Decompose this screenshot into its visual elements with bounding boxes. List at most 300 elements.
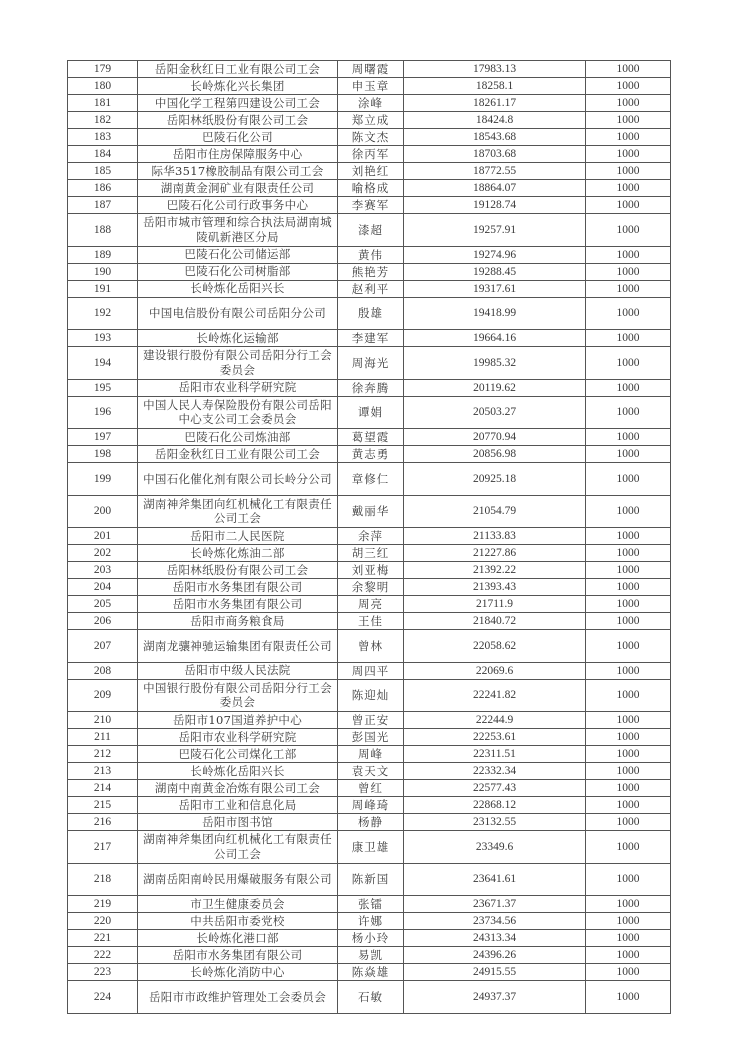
amount-cell: 22058.62 xyxy=(404,630,586,663)
person-name-cell: 余萍 xyxy=(338,528,404,545)
organization-text: 巴陵石化公司炼油部 xyxy=(184,429,291,444)
row-number-cell: 192 xyxy=(68,297,138,330)
amount-cell: 21840.72 xyxy=(404,613,586,630)
amount-cell: 18703.68 xyxy=(404,146,586,163)
amount-cell: 18258.1 xyxy=(404,78,586,95)
award-cell: 1000 xyxy=(586,712,671,729)
organization-cell xyxy=(138,814,338,831)
person-name-cell: 黄伟 xyxy=(338,246,404,263)
organization-text: 岳阳金秋红日工业有限公司工会 xyxy=(154,61,321,76)
amount-cell: 20503.27 xyxy=(404,396,586,429)
person-name-cell: 周海光 xyxy=(338,347,404,380)
row-number-cell: 201 xyxy=(68,528,138,545)
award-cell: 1000 xyxy=(586,95,671,112)
award-cell: 1000 xyxy=(586,129,671,146)
amount-cell: 22332.34 xyxy=(404,763,586,780)
award-cell: 1000 xyxy=(586,679,671,712)
organization-cell xyxy=(138,263,338,280)
organization-text: 岳阳市水务集团有限公司 xyxy=(172,947,303,962)
person-name-cell: 刘亚梅 xyxy=(338,562,404,579)
table-row xyxy=(68,61,671,78)
award-cell: 1000 xyxy=(586,61,671,78)
table-row xyxy=(68,562,671,579)
organization-text: 长岭炼化炼油二部 xyxy=(190,545,285,560)
row-number-cell: 224 xyxy=(68,981,138,1014)
organization-cell xyxy=(138,662,338,679)
table-row xyxy=(68,429,671,446)
organization-cell xyxy=(138,863,338,896)
amount-cell: 24396.26 xyxy=(404,947,586,964)
row-number-cell: 199 xyxy=(68,463,138,496)
row-number-cell: 181 xyxy=(68,95,138,112)
organization-cell xyxy=(138,180,338,197)
award-cell: 1000 xyxy=(586,214,671,247)
amount-cell: 21054.79 xyxy=(404,495,586,528)
organization-cell xyxy=(138,630,338,663)
person-name-cell: 喻格成 xyxy=(338,180,404,197)
organization-text: 巴陵石化公司煤化工部 xyxy=(178,746,297,761)
organization-text: 湖南中南黄金冶炼有限公司工会 xyxy=(154,780,321,795)
award-cell: 1000 xyxy=(586,964,671,981)
organization-text: 岳阳市水务集团有限公司 xyxy=(172,579,303,594)
organization-cell xyxy=(138,446,338,463)
amount-cell: 18543.68 xyxy=(404,129,586,146)
award-cell: 1000 xyxy=(586,780,671,797)
amount-cell: 17983.13 xyxy=(404,61,586,78)
organization-cell xyxy=(138,562,338,579)
award-cell: 1000 xyxy=(586,729,671,746)
table-row xyxy=(68,630,671,663)
organization-text: 中共岳阳市委党校 xyxy=(190,913,285,928)
row-number-cell: 179 xyxy=(68,61,138,78)
organization-cell xyxy=(138,679,338,712)
table-row xyxy=(68,780,671,797)
person-name-cell: 易凯 xyxy=(338,947,404,964)
amount-cell: 20856.98 xyxy=(404,446,586,463)
person-name-cell: 黄志勇 xyxy=(338,446,404,463)
award-cell: 1000 xyxy=(586,347,671,380)
row-number-cell: 197 xyxy=(68,429,138,446)
amount-cell: 19664.16 xyxy=(404,330,586,347)
amount-cell: 23671.37 xyxy=(404,896,586,913)
person-name-cell: 周峰 xyxy=(338,746,404,763)
person-name-cell: 周峰琦 xyxy=(338,797,404,814)
organization-cell xyxy=(138,347,338,380)
row-number-cell: 218 xyxy=(68,863,138,896)
organization-cell xyxy=(138,396,338,429)
amount-cell: 22241.82 xyxy=(404,679,586,712)
table-row xyxy=(68,831,671,864)
organization-cell xyxy=(138,763,338,780)
award-cell: 1000 xyxy=(586,78,671,95)
amount-cell: 22244.9 xyxy=(404,712,586,729)
organization-text: 长岭炼化港口部 xyxy=(196,930,279,945)
organization-cell xyxy=(138,280,338,297)
award-cell: 1000 xyxy=(586,746,671,763)
row-number-cell: 207 xyxy=(68,630,138,663)
award-cell: 1000 xyxy=(586,896,671,913)
table-row xyxy=(68,246,671,263)
person-name-cell: 章修仁 xyxy=(338,463,404,496)
organization-text: 岳阳市图书馆 xyxy=(202,814,273,829)
organization-text: 市卫生健康委员会 xyxy=(190,896,285,911)
row-number-cell: 186 xyxy=(68,180,138,197)
amount-cell: 18772.55 xyxy=(404,163,586,180)
organization-cell xyxy=(138,964,338,981)
award-cell: 1000 xyxy=(586,146,671,163)
organization-text: 岳阳市107国道养护中心 xyxy=(172,712,303,727)
table-row xyxy=(68,679,671,712)
amount-cell: 21133.83 xyxy=(404,528,586,545)
organization-text: 湖南岳阳南岭民用爆破服务有限公司 xyxy=(143,872,332,886)
row-number-cell: 222 xyxy=(68,947,138,964)
table-row xyxy=(68,746,671,763)
organization-cell xyxy=(138,780,338,797)
table-row xyxy=(68,78,671,95)
table-row xyxy=(68,930,671,947)
award-cell: 1000 xyxy=(586,981,671,1014)
organization-text: 湖南龙骧神驰运输集团有限责任公司 xyxy=(143,638,332,653)
row-number-cell: 213 xyxy=(68,763,138,780)
organization-text: 中国化学工程第四建设公司工会 xyxy=(154,95,321,110)
amount-cell: 20119.62 xyxy=(404,379,586,396)
table-row xyxy=(68,596,671,613)
award-cell: 1000 xyxy=(586,379,671,396)
award-cell: 1000 xyxy=(586,429,671,446)
row-number-cell: 188 xyxy=(68,214,138,247)
organization-text: 长岭炼化兴长集团 xyxy=(190,78,285,93)
organization-cell xyxy=(138,579,338,596)
person-name-cell: 陈文杰 xyxy=(338,129,404,146)
row-number-cell: 212 xyxy=(68,746,138,763)
table-row xyxy=(68,214,671,247)
row-number-cell: 180 xyxy=(68,78,138,95)
amount-cell: 19985.32 xyxy=(404,347,586,380)
amount-cell: 22069.6 xyxy=(404,662,586,679)
organization-text: 岳阳林纸股份有限公司工会 xyxy=(166,562,309,577)
row-number-cell: 196 xyxy=(68,396,138,429)
row-number-cell: 220 xyxy=(68,913,138,930)
award-cell: 1000 xyxy=(586,662,671,679)
person-name-cell: 赵利平 xyxy=(338,280,404,297)
organization-text: 巴陵石化公司储运部 xyxy=(184,247,291,262)
table-row xyxy=(68,297,671,330)
table-row xyxy=(68,528,671,545)
table-row xyxy=(68,662,671,679)
person-name-cell: 陈新国 xyxy=(338,863,404,896)
organization-cell xyxy=(138,495,338,528)
person-name-cell: 殷雄 xyxy=(338,297,404,330)
award-cell: 1000 xyxy=(586,596,671,613)
organization-cell xyxy=(138,947,338,964)
row-number-cell: 189 xyxy=(68,246,138,263)
amount-cell: 21393.43 xyxy=(404,579,586,596)
organization-cell xyxy=(138,197,338,214)
table-row xyxy=(68,396,671,429)
row-number-cell: 219 xyxy=(68,896,138,913)
row-number-cell: 202 xyxy=(68,545,138,562)
award-cell: 1000 xyxy=(586,613,671,630)
organization-text: 长岭炼化运输部 xyxy=(196,330,279,345)
table-row xyxy=(68,446,671,463)
organization-text: 湖南神斧集团向红机械化工有限责任公司工会 xyxy=(143,832,332,861)
row-number-cell: 206 xyxy=(68,613,138,630)
award-cell: 1000 xyxy=(586,863,671,896)
person-name-cell: 杨小玲 xyxy=(338,930,404,947)
organization-text: 巴陵石化公司树脂部 xyxy=(184,264,291,279)
organization-text: 岳阳市市政维护管理处工会委员会 xyxy=(149,989,326,1004)
person-name-cell: 周亮 xyxy=(338,596,404,613)
organization-cell xyxy=(138,831,338,864)
award-cell: 1000 xyxy=(586,947,671,964)
award-cell: 1000 xyxy=(586,528,671,545)
person-name-cell: 陈焱雄 xyxy=(338,964,404,981)
person-name-cell: 石敏 xyxy=(338,981,404,1014)
organization-cell xyxy=(138,930,338,947)
amount-cell: 23734.56 xyxy=(404,913,586,930)
table-row xyxy=(68,330,671,347)
organization-cell xyxy=(138,330,338,347)
award-cell: 1000 xyxy=(586,814,671,831)
organization-cell xyxy=(138,913,338,930)
table-row xyxy=(68,579,671,596)
award-cell: 1000 xyxy=(586,545,671,562)
organization-cell xyxy=(138,214,338,247)
organization-cell xyxy=(138,146,338,163)
table-row xyxy=(68,197,671,214)
table-row xyxy=(68,495,671,528)
award-cell: 1000 xyxy=(586,163,671,180)
row-number-cell: 215 xyxy=(68,797,138,814)
row-number-cell: 187 xyxy=(68,197,138,214)
row-number-cell: 205 xyxy=(68,596,138,613)
organization-cell xyxy=(138,545,338,562)
amount-cell: 23132.55 xyxy=(404,814,586,831)
table-row xyxy=(68,347,671,380)
organization-cell xyxy=(138,712,338,729)
row-number-cell: 190 xyxy=(68,263,138,280)
amount-cell: 19288.45 xyxy=(404,263,586,280)
organization-cell xyxy=(138,246,338,263)
organization-cell xyxy=(138,797,338,814)
award-cell: 1000 xyxy=(586,797,671,814)
amount-cell: 19128.74 xyxy=(404,197,586,214)
organization-text: 岳阳市住房保障服务中心 xyxy=(172,146,303,161)
table-row xyxy=(68,112,671,129)
organization-cell xyxy=(138,729,338,746)
organization-text: 岳阳金秋红日工业有限公司工会 xyxy=(154,446,321,461)
row-number-cell: 223 xyxy=(68,964,138,981)
row-number-cell: 200 xyxy=(68,495,138,528)
row-number-cell: 209 xyxy=(68,679,138,712)
table-row xyxy=(68,896,671,913)
table-row xyxy=(68,180,671,197)
award-cell: 1000 xyxy=(586,562,671,579)
amount-cell: 24937.37 xyxy=(404,981,586,1014)
person-name-cell: 徐丙军 xyxy=(338,146,404,163)
table-row xyxy=(68,797,671,814)
organization-text: 岳阳市农业科学研究院 xyxy=(178,380,297,395)
organization-cell xyxy=(138,379,338,396)
award-cell: 1000 xyxy=(586,330,671,347)
row-number-cell: 195 xyxy=(68,379,138,396)
organization-text: 际华3517橡胶制品有限公司工会 xyxy=(151,163,324,178)
row-number-cell: 204 xyxy=(68,579,138,596)
award-cell: 1000 xyxy=(586,630,671,663)
table-row xyxy=(68,814,671,831)
person-name-cell: 漆超 xyxy=(338,214,404,247)
person-name-cell: 熊艳芳 xyxy=(338,263,404,280)
award-cell: 1000 xyxy=(586,579,671,596)
row-number-cell: 203 xyxy=(68,562,138,579)
person-name-cell: 曾林 xyxy=(338,630,404,663)
organization-text: 长岭炼化消防中心 xyxy=(190,964,285,979)
person-name-cell: 徐奔腾 xyxy=(338,379,404,396)
organization-cell xyxy=(138,528,338,545)
amount-cell: 19418.99 xyxy=(404,297,586,330)
organization-cell xyxy=(138,596,338,613)
table-row xyxy=(68,729,671,746)
person-name-cell: 杨静 xyxy=(338,814,404,831)
amount-cell: 20770.94 xyxy=(404,429,586,446)
organization-cell xyxy=(138,163,338,180)
organization-text: 岳阳市工业和信息化局 xyxy=(178,797,297,812)
organization-text: 岳阳市水务集团有限公司 xyxy=(172,596,303,611)
table-row xyxy=(68,163,671,180)
organization-text: 中国人民人寿保险股份有限公司岳阳中心支公司工会委员会 xyxy=(143,397,332,427)
row-number-cell: 194 xyxy=(68,347,138,380)
award-cell: 1000 xyxy=(586,180,671,197)
organization-text: 中国石化催化剂有限公司长岭分公司 xyxy=(143,471,332,486)
table-row xyxy=(68,280,671,297)
organization-cell xyxy=(138,896,338,913)
organization-text: 巴陵石化公司行政事务中心 xyxy=(166,197,309,212)
row-number-cell: 193 xyxy=(68,330,138,347)
award-cell: 1000 xyxy=(586,263,671,280)
amount-cell: 24313.34 xyxy=(404,930,586,947)
organization-cell xyxy=(138,981,338,1014)
row-number-cell: 216 xyxy=(68,814,138,831)
roster-table-body xyxy=(68,61,671,1014)
row-number-cell: 221 xyxy=(68,930,138,947)
row-number-cell: 185 xyxy=(68,163,138,180)
organization-text: 岳阳市中级人民法院 xyxy=(184,663,291,678)
amount-cell: 21711.9 xyxy=(404,596,586,613)
person-name-cell: 郑立成 xyxy=(338,112,404,129)
person-name-cell: 张镭 xyxy=(338,896,404,913)
row-number-cell: 191 xyxy=(68,280,138,297)
organization-cell xyxy=(138,129,338,146)
table-row xyxy=(68,545,671,562)
person-name-cell: 戴丽华 xyxy=(338,495,404,528)
person-name-cell: 曾正安 xyxy=(338,712,404,729)
organization-text: 建设银行股份有限公司岳阳分行工会委员会 xyxy=(143,348,332,377)
person-name-cell: 葛望霞 xyxy=(338,429,404,446)
person-name-cell: 彭国光 xyxy=(338,729,404,746)
organization-text: 岳阳市城市管理和综合执法局湖南城陵矶新港区分局 xyxy=(143,215,332,244)
table-row xyxy=(68,146,671,163)
award-cell: 1000 xyxy=(586,396,671,429)
award-cell: 1000 xyxy=(586,297,671,330)
person-name-cell: 周曙霞 xyxy=(338,61,404,78)
amount-cell: 19317.61 xyxy=(404,280,586,297)
award-cell: 1000 xyxy=(586,280,671,297)
organization-text: 岳阳市商务粮食局 xyxy=(190,613,285,628)
person-name-cell: 余黎明 xyxy=(338,579,404,596)
award-cell: 1000 xyxy=(586,446,671,463)
person-name-cell: 陈迎灿 xyxy=(338,679,404,712)
amount-cell: 21227.86 xyxy=(404,545,586,562)
organization-cell xyxy=(138,61,338,78)
award-cell: 1000 xyxy=(586,930,671,947)
row-number-cell: 183 xyxy=(68,129,138,146)
organization-text: 长岭炼化岳阳兴长 xyxy=(190,763,285,778)
amount-cell: 22868.12 xyxy=(404,797,586,814)
organization-cell xyxy=(138,613,338,630)
table-row xyxy=(68,712,671,729)
award-cell: 1000 xyxy=(586,112,671,129)
table-row xyxy=(68,981,671,1014)
award-cell: 1000 xyxy=(586,495,671,528)
organization-text: 中国电信股份有限公司岳阳分公司 xyxy=(149,306,326,320)
organization-cell xyxy=(138,746,338,763)
award-cell: 1000 xyxy=(586,831,671,864)
amount-cell: 21392.22 xyxy=(404,562,586,579)
roster-table xyxy=(67,60,671,1014)
person-name-cell: 许娜 xyxy=(338,913,404,930)
award-cell: 1000 xyxy=(586,197,671,214)
row-number-cell: 208 xyxy=(68,662,138,679)
award-cell: 1000 xyxy=(586,246,671,263)
row-number-cell: 217 xyxy=(68,831,138,864)
person-name-cell: 申玉章 xyxy=(338,78,404,95)
organization-cell xyxy=(138,78,338,95)
person-name-cell: 周四平 xyxy=(338,662,404,679)
row-number-cell: 184 xyxy=(68,146,138,163)
row-number-cell: 210 xyxy=(68,712,138,729)
table-row xyxy=(68,463,671,496)
organization-text: 长岭炼化岳阳兴长 xyxy=(190,281,285,296)
person-name-cell: 康卫雄 xyxy=(338,831,404,864)
organization-cell xyxy=(138,112,338,129)
person-name-cell: 王佳 xyxy=(338,613,404,630)
amount-cell: 23641.61 xyxy=(404,863,586,896)
table-row xyxy=(68,947,671,964)
row-number-cell: 211 xyxy=(68,729,138,746)
amount-cell: 22253.61 xyxy=(404,729,586,746)
organization-text: 中国银行股份有限公司岳阳分行工会委员会 xyxy=(143,680,332,710)
table-row xyxy=(68,379,671,396)
organization-text: 湖南神斧集团向红机械化工有限责任公司工会 xyxy=(143,496,332,526)
person-name-cell: 李赛军 xyxy=(338,197,404,214)
organization-cell xyxy=(138,297,338,330)
row-number-cell: 214 xyxy=(68,780,138,797)
amount-cell: 19257.91 xyxy=(404,214,586,247)
amount-cell: 22311.51 xyxy=(404,746,586,763)
table-row xyxy=(68,863,671,896)
table-row xyxy=(68,763,671,780)
person-name-cell: 谭娟 xyxy=(338,396,404,429)
row-number-cell: 182 xyxy=(68,112,138,129)
person-name-cell: 袁天文 xyxy=(338,763,404,780)
organization-text: 岳阳市二人民医院 xyxy=(190,528,285,543)
person-name-cell: 李建军 xyxy=(338,330,404,347)
amount-cell: 20925.18 xyxy=(404,463,586,496)
amount-cell: 24915.55 xyxy=(404,964,586,981)
table-row xyxy=(68,964,671,981)
table-row xyxy=(68,263,671,280)
organization-text: 岳阳林纸股份有限公司工会 xyxy=(166,112,309,127)
